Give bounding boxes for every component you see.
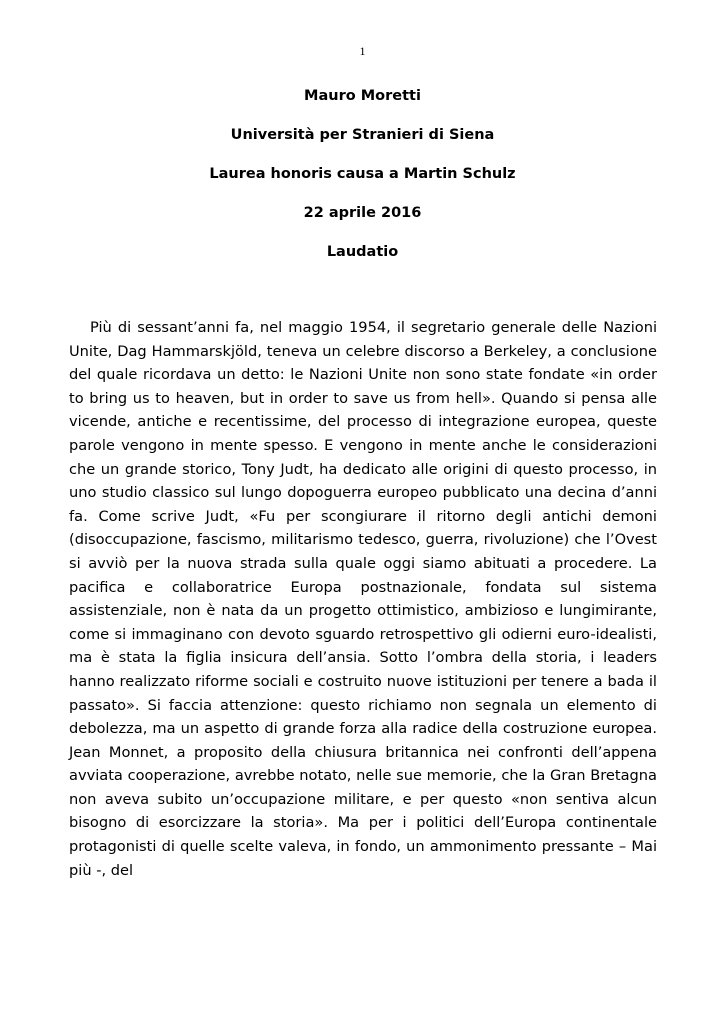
occasion-title: Laurea honoris causa a Martin Schulz [209, 166, 516, 182]
institution-name: Università per Stranieri di Siena [230, 127, 495, 143]
event-date: 22 aprile 2016 [303, 205, 422, 221]
author-name: Mauro Moretti [304, 88, 421, 104]
page-number: 1 [359, 44, 366, 58]
body-paragraph: Più di sessant’anni fa, nel maggio 1954, il segretario generale delle Nazioni Unite, Dag Hammarskjöld, teneva un celebre discorso a Berkeley, a conclusione del quale ricordava un detto: le Nazioni Unite non sono state fondate «in order to bring us to heaven, but in order to save us from hell». Quando si pensa alle vicende, antiche e recentissime, del processo di integrazione europea, queste parole vengono in mente spesso. E vengono in mente anche le considerazioni che un grande storico, Tony Judt, ha dedicato alle origini di questo processo, in uno studio classico sul lungo dopoguerra europeo pubblicato una decina d’anni fa. Come scrive Judt, «Fu per scongiurare il ritorno degli antichi demoni (disoccupazione, fascismo, militarismo tedesco, guerra, rivoluzione) che l’Ovest si avviò per la nuova strada sulla quale oggi siamo abituati a procedere. La pacifica e collaboratrice Europa postnazionale, fondata sul sistema assistenziale, non è nata da un progetto ottimistico, ambizioso e lungimirante, come si immaginano con devoto sguardo retrospettivo gli odierni euro-idealisti, ma è stata la figlia insicura dell’ansia. Sotto l’ombra della storia, i leaders hanno realizzato riforme sociali e costruito nuove istituzioni per tenere a bada il passato». Si faccia attenzione: questo richiamo non segnala un elemento di debolezza, ma un aspetto di grande forza alla radice della costruzione europea. Jean Monnet, a proposito della chiusura britannica nei confronti dell’appena avviata cooperazione, avrebbe notato, nelle sue memorie, che la Gran Bretagna non aveva subito un’occupazione militare, e per questo «non sentiva alcun bisogno di esorcizzare la storia». Ma per i politici dell’Europa continentale protagonisti di quelle scelte valeva, in fondo, un ammonimento pressante – Mai più -, del [69, 319, 657, 879]
section-title: Laudatio [326, 244, 399, 260]
